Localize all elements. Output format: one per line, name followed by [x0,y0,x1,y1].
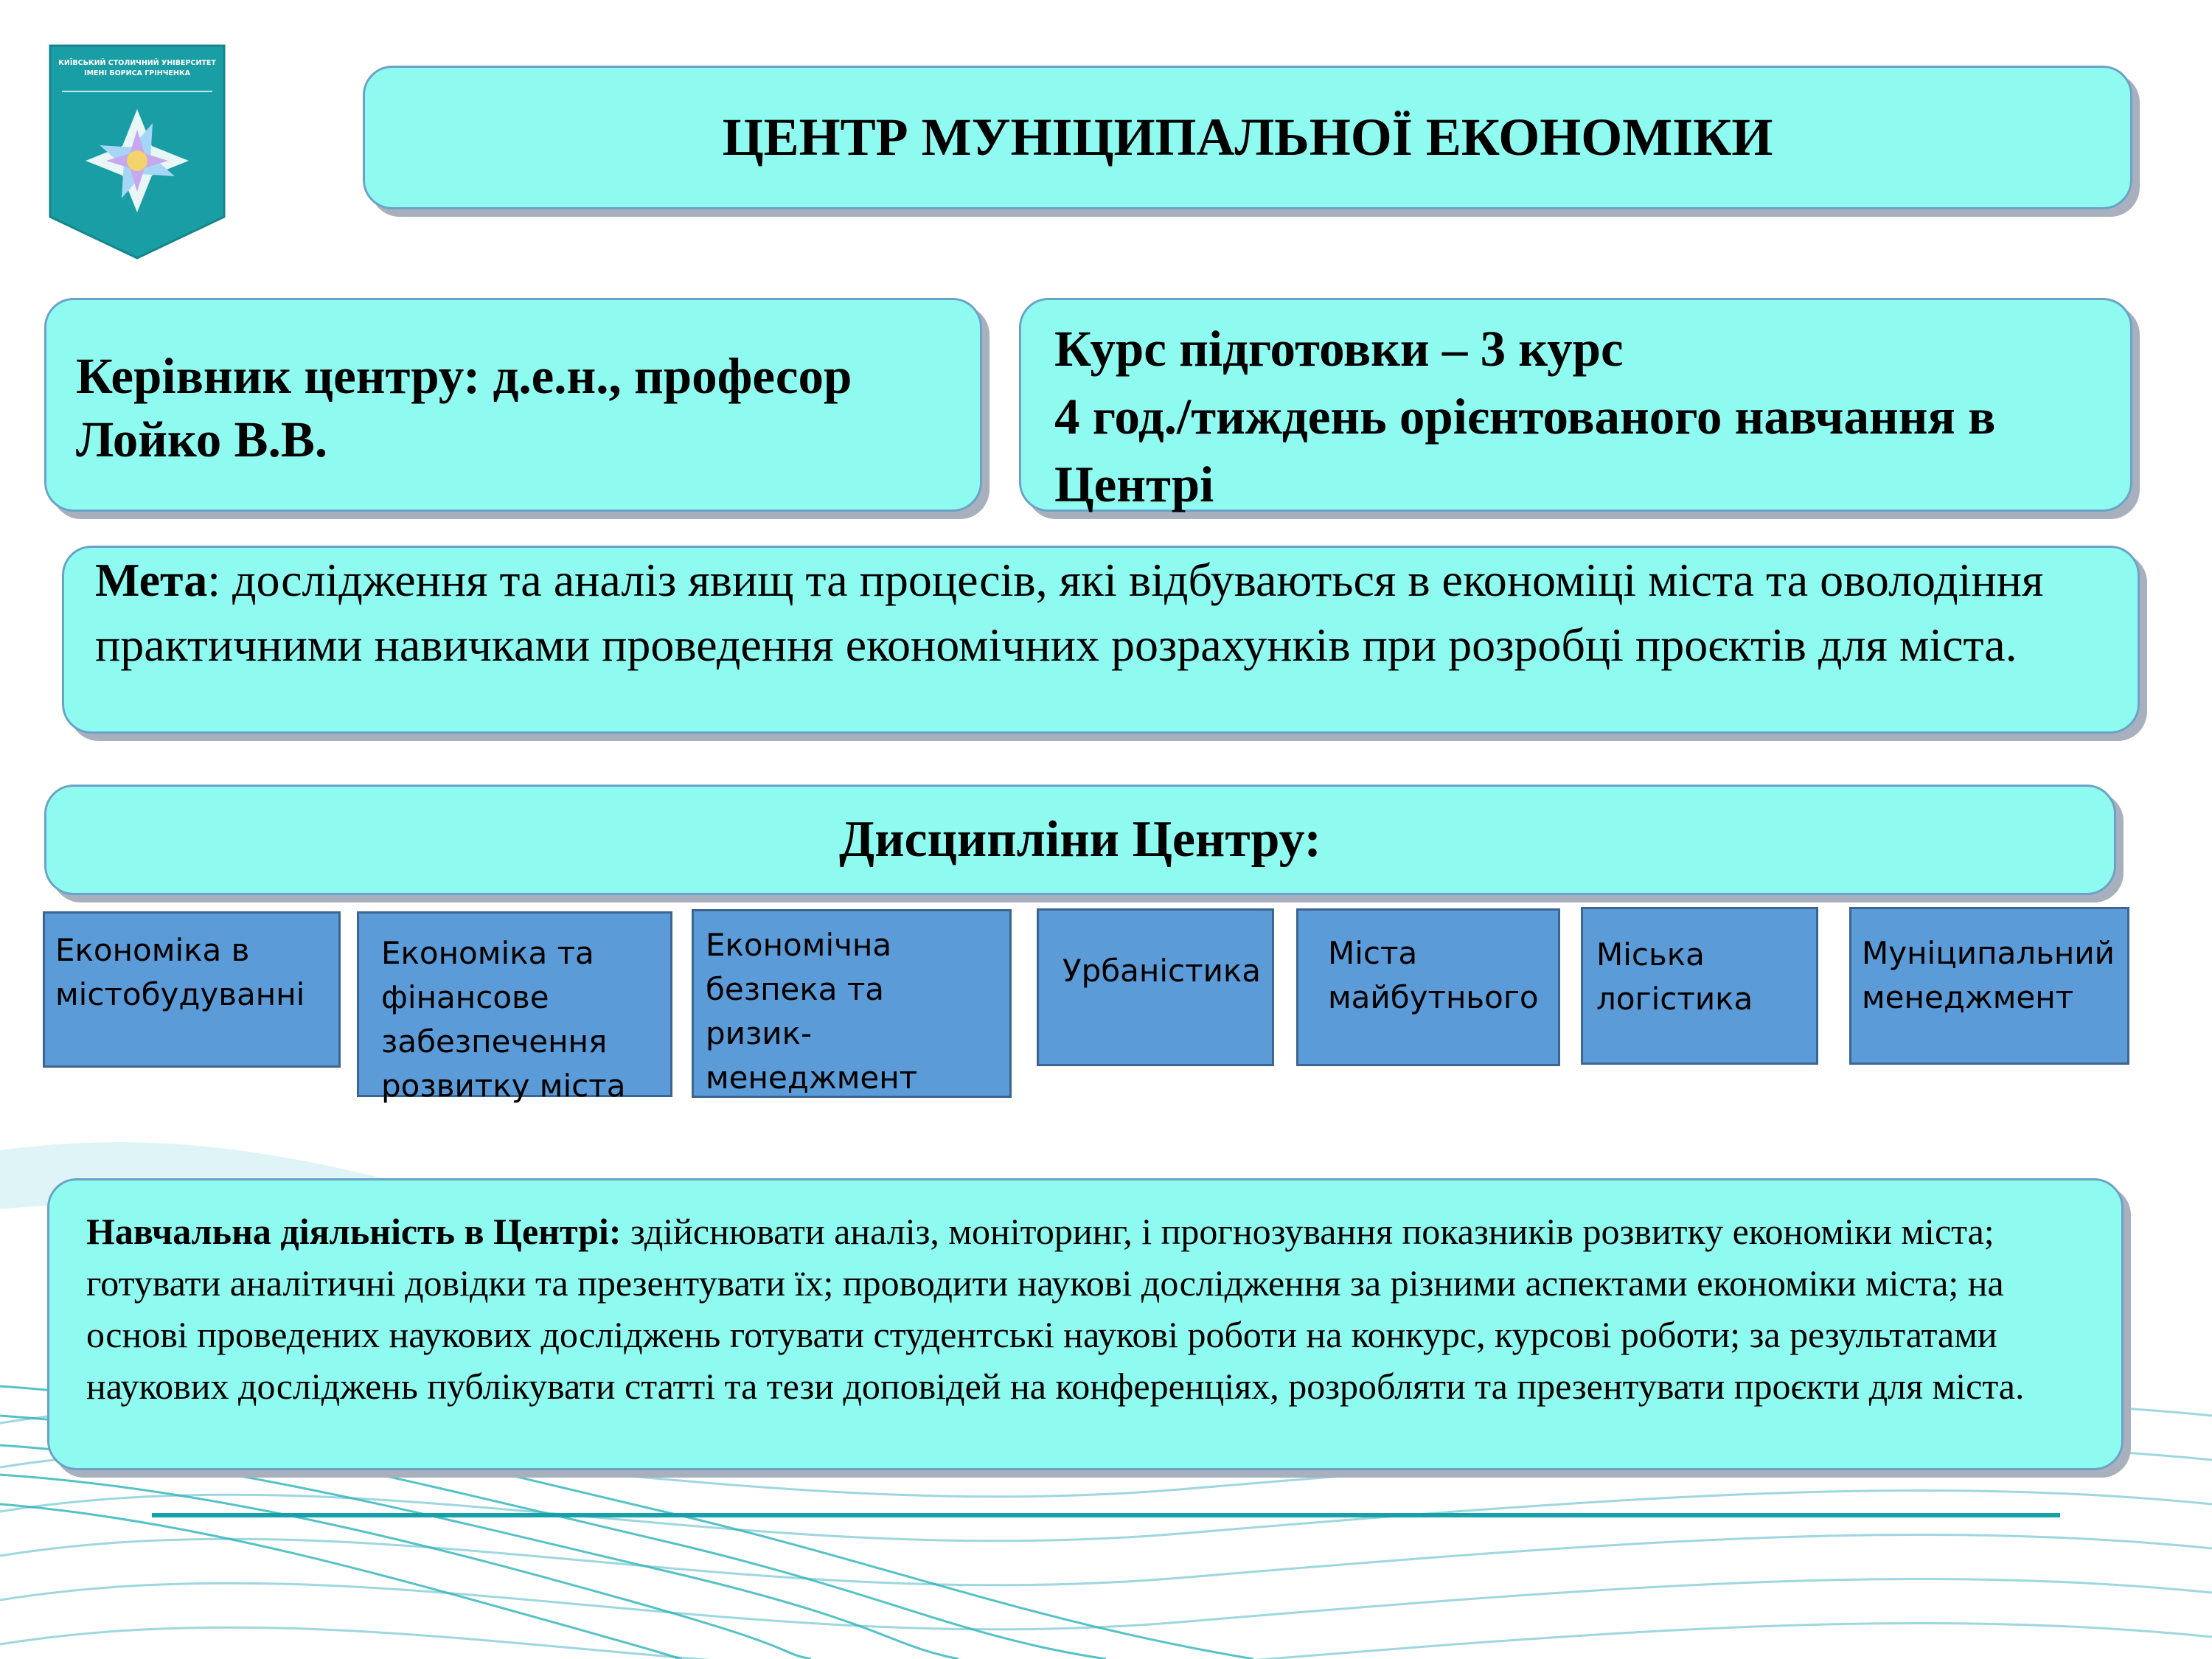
goal-text [95,548,2108,678]
course-line-2: 4 год./тиждень орієнтованого навчання в [1054,389,1996,445]
goal-label: Мета [95,554,208,606]
discipline-line: безпека та [706,971,885,1007]
head-of-center-text [76,344,958,471]
discipline-line: містобудуванні [55,976,305,1012]
discipline-urbanistics [1037,908,1274,1066]
discipline-municipal-management [1849,907,2129,1065]
discipline-city-logistics [1581,907,1818,1065]
logo-text-line-1: КИЇВСЬКИЙ СТОЛИЧНИЙ УНІВЕРСИТЕТ [58,59,216,67]
discipline-line: логістика [1596,981,1753,1017]
page-title: ЦЕНТР МУНІЦИПАЛЬНОЇ ЕКОНОМІКИ [722,108,1773,167]
learning-activity-card [47,1178,2124,1470]
discipline-economic-security-risk [692,909,1012,1098]
discipline-line: майбутнього [1328,979,1539,1015]
goal-description: : дослідження та аналіз явищ та процесів, які відбуваються в економіці міста та оволодіння практичними навичками проведення економічних розрахунків при розробці проєктів для міста. [95,554,2044,671]
discipline-line: Міська [1596,936,1705,973]
discipline-cities-of-future [1296,908,1560,1066]
discipline-line: фінансове [381,979,549,1015]
discipline-line: забезпечення [381,1023,608,1060]
course-line-3: Центрі [1054,456,1214,512]
discipline-economics-urban-planning [43,911,341,1068]
learning-activity-text [86,1206,2092,1412]
discipline-line: менеджмент [706,1060,918,1096]
discipline-line: Урбаністика [1062,953,1261,989]
discipline-line: Економіка та [381,935,594,971]
disciplines-heading: Дисципліни Центру: [839,811,1321,868]
head-of-center-card [44,298,982,512]
discipline-line: Муніципальний [1862,935,2115,971]
course-info-card [1019,298,2132,512]
course-line-1: Курс підготовки – 3 курс [1054,321,1624,377]
discipline-line: менеджмент [1862,979,2074,1015]
title-banner [363,66,2132,209]
course-info-text [1054,315,2108,518]
university-logo [47,43,227,261]
footer-divider [152,1513,2060,1517]
discipline-line: ризик- [706,1015,813,1051]
discipline-line: Міста [1328,935,1418,971]
discipline-line: Економіка в [55,932,250,968]
discipline-line: Економічна [706,927,892,963]
logo-text-line-2: ІМЕНІ БОРИСА ГРІНЧЕНКА [84,69,190,77]
head-line-2: Лойко В.В. [76,411,328,467]
discipline-line: розвитку міста [381,1068,626,1104]
head-line-1: Керівник центру: д.е.н., професор [76,348,852,404]
disciplines-heading-card [44,785,2116,895]
discipline-economics-finance-development [357,911,672,1104]
goal-card [62,546,2140,734]
learning-activity-description: здійснювати аналіз, моніторинг, і прогнозування показників розвитку економіки міста; готувати аналітичні довідки та презентувати їх; проводити наукові дослідження за різними аспектами економіки міста; на основі проведених наукових досліджень готувати студентські наукові роботи на конкурс, курсові роботи; за результатами наукових досліджень публікувати статті та тези доповідей на конференціях, розробляти та презентувати проєкти для міста. [86,1211,2025,1407]
learning-activity-label: Навчальна діяльність в Центрі: [86,1211,622,1252]
